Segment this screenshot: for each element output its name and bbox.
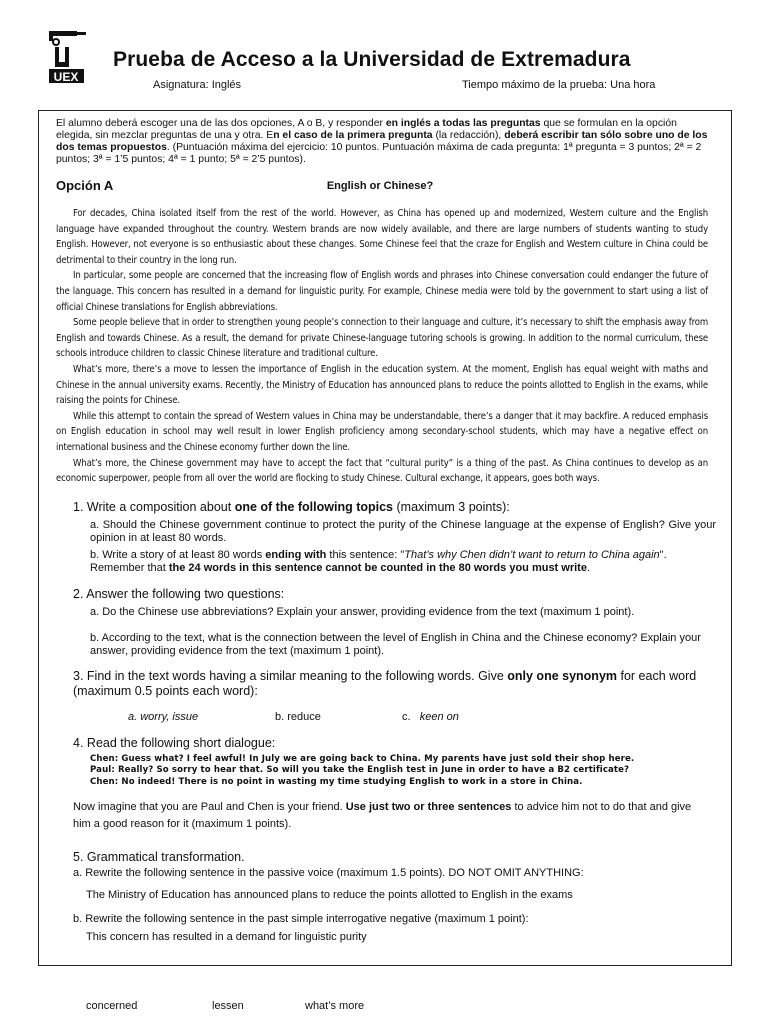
svg-text:UEX: UEX	[53, 70, 79, 84]
question-2b: b. According to the text, what is the connection between the level of English in China and the Chinese economy? Explain your answer, providing evidence from the text (maximum 1 point).	[90, 632, 701, 657]
question-4-task: Now imagine that you are Paul and Chen is your friend. Use just two or three sentences to advice him not to do that and give him a good reason for it (maximum 1 points).	[73, 801, 692, 830]
synonym-b: b. reduce	[275, 711, 321, 723]
option-label: Opción A	[56, 178, 114, 193]
question-5b: b. Rewrite the following sentence in the past simple interrogative negative (maximum 1 point):	[73, 913, 529, 925]
reading-paragraph: What’s more, there’s a move to lessen the importance of English in the education system. At the moment, English has equal weight with maths and Chinese in the annual university exams. Recently, the Ministry of Education has announced plans to reduce the points allotted to English in the exams, while raising the points for Chinese.	[56, 363, 708, 407]
question-1: 1. Write a composition about one of the following topics (maximum 3 points):	[73, 500, 510, 514]
question-2: 2. Answer the following two questions:	[73, 587, 285, 601]
exam-title: Prueba de Acceso a la Universidad de Extremadura	[113, 48, 631, 71]
time-limit-label: Tiempo máximo de la prueba: Una hora	[462, 79, 656, 91]
question-5b-sentence: This concern has resulted in a demand for linguistic purity	[86, 931, 367, 943]
dialogue	[90, 754, 710, 788]
reading-paragraph: For decades, China isolated itself from the rest of the world. However, as China has opened up and modernized, Western culture and the English language have expanded throughout the country. Western brands are now widely available, and there are large numbers of students wanting to study English. However, not everyone is so enthusiastic about these changes. Some Chinese feel that the craze for English and Western culture in China could be detrimental to their country in the long run.	[56, 208, 708, 266]
reading-paragraph: What’s more, the Chinese government may have to accept the fact that “cultural purity” is a thing of the past. As China continues to develop as an economic superpower, people from all over the world are flocking to study Chinese. Cultural exchange, it appears, goes both ways.	[56, 457, 708, 485]
question-4: 4. Read the following short dialogue:	[73, 736, 276, 750]
reading-paragraph: Some people believe that in order to strengthen young people’s connection to their language and culture, it’s necessary to shift the emphasis away from English and towards Chinese. As a result, the demand for private Chinese-language tutoring schools is growing. In addition to the normal curriculum, these schools introduce children to classic Chinese literature and traditional culture.	[56, 317, 708, 360]
footer-word: concerned	[86, 1000, 138, 1012]
question-2a: a. Do the Chinese use abbreviations? Explain your answer, providing evidence from the text (maximum 1 point).	[90, 606, 635, 618]
reading-paragraph: While this attempt to contain the spread of Western values in China may be understandable, there’s a danger that it may backfire. A reduced emphasis on English education in school may well result in lower English proficiency among secondary-school students, which may have a negative effect on international business and the Chinese economy further down the line.	[56, 410, 708, 453]
dialogue-line: Chen: No indeed! There is no point in wasting my time studying English to work in a store in China.	[90, 776, 583, 787]
uex-logo	[46, 28, 96, 88]
question-3: 3. Find in the text words having a similar meaning to the following words. Give only one synonym for each word (maximum 0.5 points each word):	[73, 669, 697, 698]
footer-word: what’s more	[305, 1000, 365, 1012]
reading-text	[56, 206, 708, 487]
synonym-c: c. keen on	[402, 711, 459, 723]
synonym-a: a. worry, issue	[128, 711, 199, 723]
question-5a-sentence: The Ministry of Education has announced plans to reduce the points allotted to English in the exams	[86, 889, 573, 901]
dialogue-line: Chen: Guess what? I feel awful! In July we are going back to China. My parents have just sold their shop here.	[90, 754, 635, 764]
subject-label: Asignatura: Inglés	[153, 79, 242, 91]
question-1b: b. Write a story of at least 80 words ending with this sentence: "That’s why Chen didn’t want to return to China again". Remember that the 24 words in this sentence cannot be counted in the 80 words you must write.	[90, 549, 667, 574]
dialogue-line: Paul: Really? So sorry to hear that. So will you take the English test in June in order to have a B2 certificate?	[90, 765, 630, 776]
reading-title: English or Chinese?	[326, 180, 434, 192]
question-1a: a. Should the Chinese government continue to protect the purity of the Chinese language at the expense of English? Give your opinion in at least 80 words.	[90, 519, 716, 544]
instructions: El alumno deberá escoger una de las dos opciones, A o B, y responder en inglés a todas las preguntas que se formulan en la opción elegida, sin mezclar preguntas de una y otra. En el caso de la primera pregunta (la redacción), deberá escribir tan sólo sobre uno de los dos temas propuestos. (Puntuación máxima del ejercicio: 10 puntos. Puntuación máxima de cada pregunta: 1ª pregunta = 3 puntos; 2ª = 2 puntos; 3ª = 1’5 puntos; 4ª = 1 punto; 5ª = 2’5 puntos).	[56, 118, 708, 165]
reading-paragraph: In particular, some people are concerned that the increasing flow of English words and phrases into Chinese conversation could endanger the future of the language. This concern has resulted in a demand for linguistic purity. For example, Chinese media were told by the government to start using a list of official Chinese translations for English abbreviations.	[56, 270, 708, 313]
question-5: 5. Grammatical transformation.	[73, 850, 245, 864]
footer-word: lessen	[212, 1000, 244, 1012]
question-5a: a. Rewrite the following sentence in the passive voice (maximum 1.5 points). DO NOT OMIT ANYTHING:	[73, 867, 584, 879]
